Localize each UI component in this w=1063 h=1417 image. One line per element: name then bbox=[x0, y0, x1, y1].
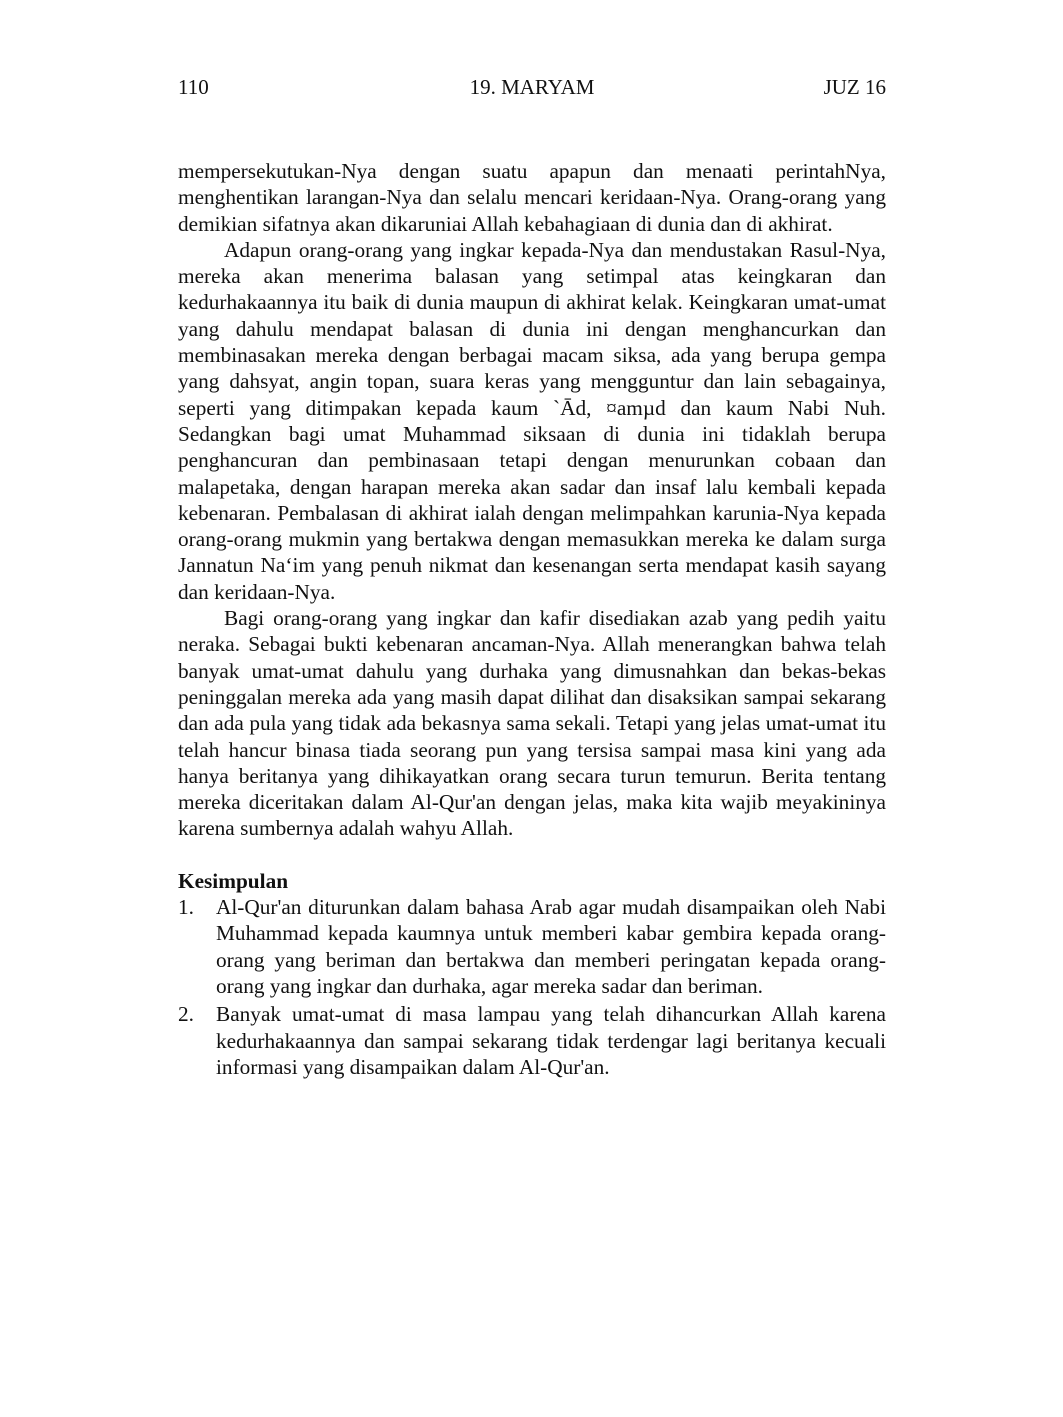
paragraph: mempersekutukan-Nya dengan suatu apapun dan menaati perintahNya, menghentikan larangan-Nya dan selalu mencari keridaan-Nya. Orang-orang yang demikian sifatnya akan dikaruniai Allah kebahagiaan di dunia dan di akhirat. bbox=[178, 159, 886, 236]
list-item-number: 1. bbox=[178, 895, 194, 920]
list-item-text: Banyak umat-umat di masa lampau yang telah dihancurkan Allah karena kedurhakaannya dan sampai sekarang tidak terdengar lagi beritanya kecuali informasi yang disampaikan dalam Al-Qur'an. bbox=[216, 1002, 886, 1079]
list-item bbox=[178, 894, 886, 999]
chapter-title: 19. MARYAM bbox=[469, 75, 595, 99]
list-item bbox=[178, 1001, 886, 1080]
document-page bbox=[178, 74, 886, 1082]
list-item-number: 2. bbox=[178, 1002, 194, 1027]
paragraph: Bagi orang-orang yang ingkar dan kafir disediakan azab yang pedih yaitu neraka. Sebagai bukti kebenaran ancaman-Nya. Allah menerangkan bahwa telah banyak umat-umat dahulu yang durhaka yang dimusnahkan dan bekas-bekas peninggalan mereka ada yang masih dapat dilihat dan disaksikan sampai sekarang dan ada pula yang tidak ada bekasnya sama sekali. Tetapi yang jelas umat-umat itu telah hancur binasa tiada seorang pun yang tersisa sampai masa kini yang ada hanya beritanya yang dihikayatkan orang secara turun temurun. Berita tentang mereka diceritakan dalam Al-Qur'an dengan jelas, maka kita wajib meyakininya karena sumbernya adalah wahyu Allah. bbox=[178, 606, 886, 841]
page-number: 110 bbox=[178, 75, 209, 99]
body-text bbox=[178, 158, 886, 1080]
paragraph: Adapun orang-orang yang ingkar kepada-Nya dan mendustakan Rasul-Nya, mereka akan menerima balasan yang setimpal atas keingkaran dan kedurhakaannya itu baik di dunia maupun di akhirat kelak. Keingkaran umat-umat yang dahulu mendapat balasan di dunia ini dengan menghancurkan dan membinasakan mereka dengan berbagai macam siksa, ada yang berupa gempa yang dahsyat, angin topan, suara keras yang mengguntur dan lain sebagainya, seperti yang ditimpakan kepada kaum `Ād, ¤amµd dan kaum Nabi Nuh. Sedangkan bagi umat Muhammad siksaan di dunia ini tidaklah berupa penghancuran dan pembinasaan tetapi dengan menurunkan cobaan dan malapetaka, dengan harapan mereka akan sadar dan insaf lalu kembali kepada kebenaran. Pembalasan di akhirat ialah dengan melimpahkan karunia-Nya kepada orang-orang mukmin yang bertakwa dengan memasukkan mereka ke dalam surga Jannatun Na‘im yang penuh nikmat dan kesenangan serta mendapat kasih sayang dan keridaan-Nya. bbox=[178, 237, 886, 604]
list-item-text: Al-Qur'an diturunkan dalam bahasa Arab agar mudah disampaikan oleh Nabi Muhammad kepada kaumnya untuk memberi kabar gembira kepada orang-orang yang beriman dan bertakwa dan memberi peringatan kepada orang-orang yang ingkar dan durhaka, agar mereka sadar dan beriman. bbox=[216, 895, 886, 998]
juz-label: JUZ 16 bbox=[823, 75, 886, 99]
conclusion-list bbox=[178, 894, 886, 1080]
section-title-conclusion: Kesimpulan bbox=[178, 868, 289, 893]
running-header bbox=[178, 74, 886, 104]
